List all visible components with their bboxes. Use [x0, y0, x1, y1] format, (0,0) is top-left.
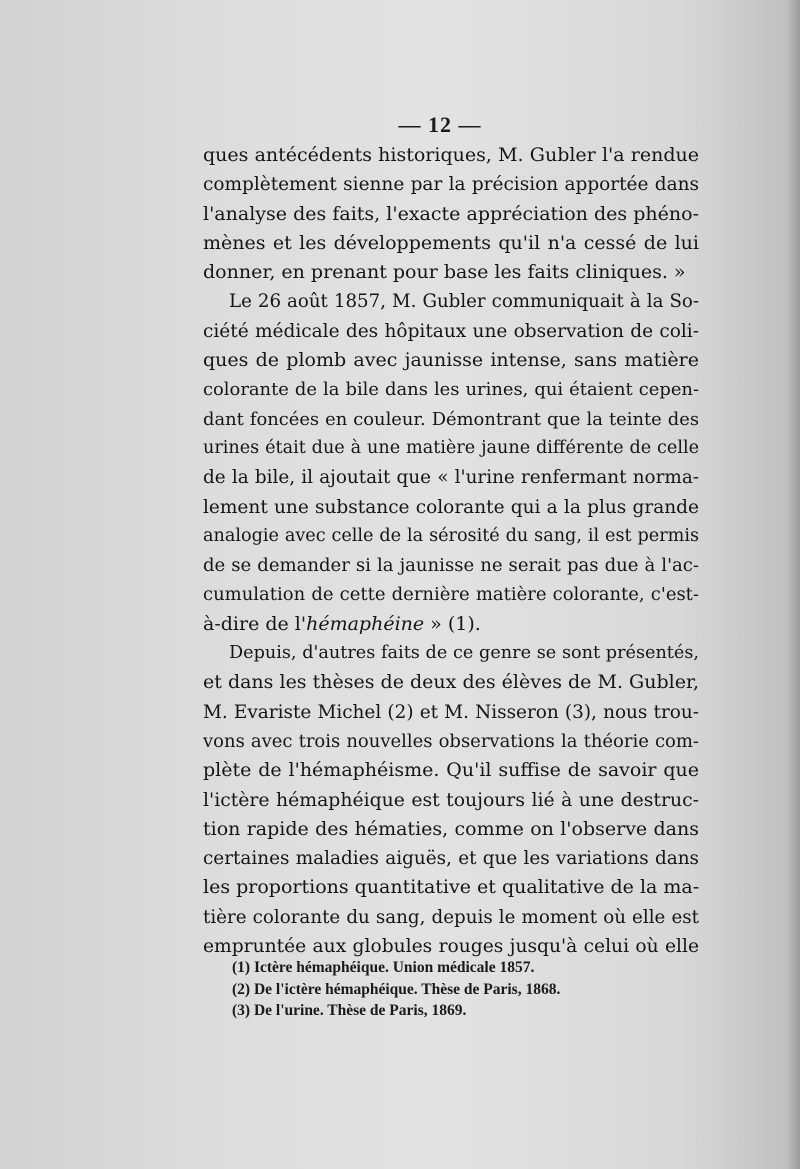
footnote-2: (2) De l'ictère hémaphéique. Thèse de Paris, 1868. [232, 980, 561, 998]
text-line: ciété médicale des hôpitaux une observation de coli- [203, 320, 699, 342]
text-line: urines était due à une matière jaune différente de celle [203, 437, 699, 458]
text-line: et dans les thèses de deux des élèves de M. Gubler, [203, 671, 699, 694]
text-line: mènes et les développements qu'il n'a cessé de lui [203, 231, 699, 254]
text-line: lement une substance colorante qui a la plus grande [203, 496, 699, 518]
text-line: les proportions quantitative et qualitative de la ma- [203, 876, 700, 899]
text-line: dant foncées en couleur. Démontrant que la teinte des [203, 408, 699, 430]
text-line: empruntée aux globules rouges jusqu'à celui où elle [203, 936, 699, 958]
footnote-1: (1) Ictère hémaphéique. Union médicale 1857. [232, 959, 535, 976]
text-line: certaines maladies aiguës, et que les variations dans [203, 848, 699, 870]
footnotes [232, 957, 672, 1022]
text-line: donner, en prenant pour base les faits cliniques. » [203, 261, 686, 284]
text-line: Le 26 août 1857, M. Gubler communiquait à la So- [229, 291, 699, 313]
text-line: l'analyse des faits, l'exacte appréciation des phéno- [203, 202, 699, 225]
text-line: plète de l'hémaphéisme. Qu'il suffise de savoir que [203, 759, 699, 782]
text-line: à-dire de l'hémaphéine » (1). [203, 612, 481, 635]
text-line: analogie avec celle de la sérosité du sang, il est permis [203, 525, 699, 546]
text-line: M. Evariste Michel (2) et M. Nisseron (3), nous trou- [203, 701, 699, 723]
paragraph-1 [203, 141, 699, 287]
body-text [203, 141, 699, 961]
text-line: ques antécédents historiques, M. Gubler l'a rendue [203, 144, 699, 166]
text-line: de la bile, il ajoutait que « l'urine renfermant norma- [203, 467, 699, 489]
text-line: ques de plomb avec jaunisse intense, sans matière [203, 349, 699, 372]
paragraph-2 [203, 287, 699, 639]
text-line: vons avec trois nouvelles observations la théorie com- [203, 730, 699, 752]
italic-term: hémaphéine [306, 612, 425, 635]
page-number: — 12 — [398, 112, 482, 137]
footnote-3: (3) De l'urine. Thèse de Paris, 1869. [232, 1002, 467, 1019]
text-line: tion rapide des hématies, comme on l'observe dans [203, 817, 699, 840]
text-line: cumulation de cette dernière matière colorante, c'est- [203, 584, 699, 606]
text-line: l'ictère hémaphéique est toujours lié à une destruc- [203, 789, 699, 811]
text-line: tière colorante du sang, depuis le moment où elle est [203, 906, 699, 928]
text-line: colorante de la bile dans les urines, qui étaient cepen- [203, 379, 699, 401]
text-line: complètement sienne par la précision apportée dans [203, 174, 699, 196]
text-line: de se demander si la jaunisse ne serait pas due à l'ac- [203, 555, 699, 577]
text-line: Depuis, d'autres faits de ce genre se sont présentés, [229, 643, 699, 664]
page-edge-shadow [786, 0, 800, 1169]
paragraph-3 [203, 639, 699, 961]
